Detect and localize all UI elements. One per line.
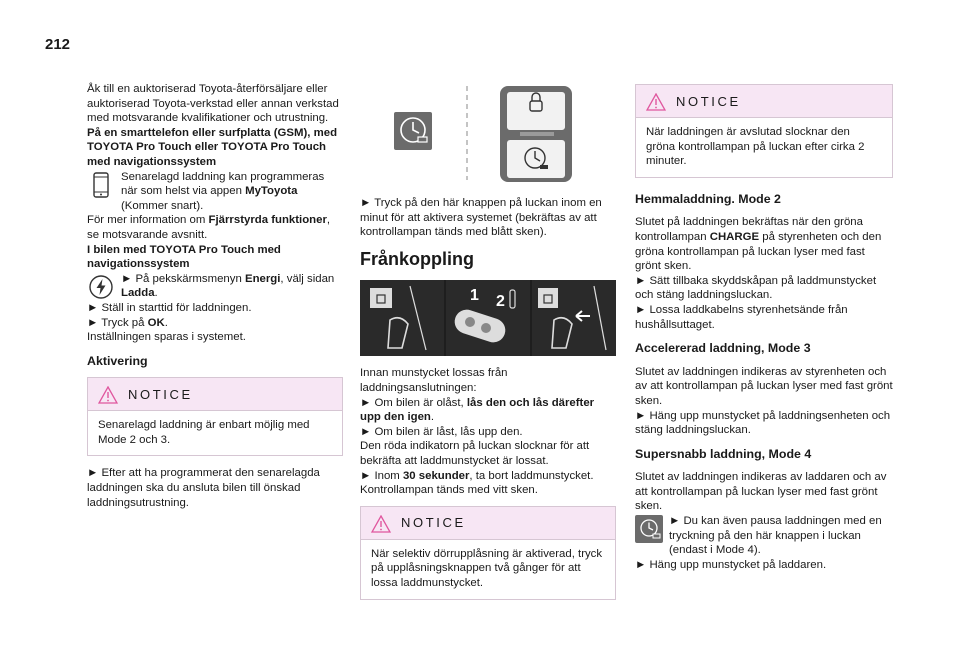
column-1 [87,82,343,510]
step-1-label: 1 [470,287,479,305]
bullet: ► Lossa laddkabelns styrenhetsände från hushållsuttaget. [635,303,848,331]
smartphone-icon [87,171,115,199]
paragraph: Slutet på laddningen bekräftas när den gröna kontrollampan CHARGE på styrenheten och den gröna kontrollampan på luckan lyser med fast grönt sken. [635,216,882,273]
bullet: ► Häng upp munstycket på laddningsenheten och stäng laddningsluckan. [635,409,891,437]
bullet: ► Inom 30 sekunder, ta bort laddmunstycket. [360,469,594,482]
notice-title: NOTICE [128,386,193,402]
warning-icon [646,93,666,111]
notice-box [87,377,343,456]
notice-box [360,506,616,600]
paragraph: Inställningen sparas i systemet. [87,331,246,344]
warning-icon [371,515,391,533]
notice-text: När selektiv dörrupplåsning är aktiverad, tryck på upplåsningsknappen två gånger för att lossa laddmunstycket. [361,539,615,599]
panel-lock-plug [360,280,444,356]
paragraph: Innan munstycket lossas från laddningsanslutningen: [360,367,508,394]
subheading-smartphone: På en smarttelefon eller surfplatta (GSM), med TOYOTA Pro Touch eller TOYOTA Pro Touch med navigationssystem [87,126,338,168]
energy-paragraph: ► På pekskärmsmenyn Energi, välj sidan Ladda. [87,272,343,301]
charging-button-illustration [360,84,616,184]
notice-title: NOTICE [676,93,741,109]
bullet: ► Efter att ha programmerat den senarelagda laddningen ska du ansluta bilen till önskad laddningsutrustning. [87,467,320,509]
bullet: ► Tryck på den här knappen på luckan inom en minut för att aktivera systemet (bekräftas av att kontrollampan tänds med blått sken). [360,197,602,239]
bullet: ► Tryck på OK. [87,316,168,329]
notice-box [635,84,893,178]
heading-mode2: Hemmaladdning. Mode 2 [635,191,781,206]
heading-mode4: Supersnabb laddning, Mode 4 [635,446,812,461]
paragraph: Den röda indikatorn på luckan slocknar för att bekräfta att laddmunstycket är lossat. [360,440,590,467]
bullet: ► Ställ in starttid för laddningen. [87,301,252,314]
notice-text: Senarelagd laddning är enbart möjlig med Mode 2 och 3. [88,410,342,455]
charging-flap-diagram [360,84,616,184]
warning-icon [98,386,118,404]
heading-frankoppling: Frånkoppling [360,248,474,269]
energy-icon [87,273,115,301]
bullet: ► Sätt tillbaka skyddskåpan på laddmunstycket och stäng laddningsluckan. [635,274,877,302]
charge-timer-icon [635,515,663,543]
paragraph: Kontrollampan tänds med vitt sken. [360,484,538,497]
paragraph: Slutet av laddningen indikeras av styrenheten och av att kontrollampan på luckan lyser med fast grönt sken. [635,365,893,407]
column-3 [635,82,893,572]
paragraph: För mer information om Fjärrstyrda funktioner, se motsvarande avsnitt. [87,214,331,241]
notice-title: NOTICE [401,515,466,531]
panel-key-fob [446,280,530,356]
notice-text: När laddningen är avslutad slocknar den gröna kontrollampan på luckan efter cirka 2 minuter. [636,117,892,177]
column-2 [360,82,616,610]
bullet: ► Häng upp munstycket på laddaren. [635,558,827,571]
step-2-label: 2 [496,293,505,311]
app-paragraph: Senarelagd laddning kan programmeras när som helst via appen MyToyota (Kommer snart). [87,170,343,214]
page-number: 212 [45,36,71,53]
disconnection-illustration [360,280,616,356]
pause-paragraph: ► Du kan även pausa laddningen med en tryckning på den här knappen i luckan (endast i Mode 4). [635,514,893,558]
subheading-car: I bilen med TOYOTA Pro Touch med navigationssystem [87,243,281,271]
bullet: ► Om bilen är olåst, lås den och lås därefter upp den igen. [360,396,595,424]
panel-unplug [532,280,616,356]
paragraph: Slutet av laddningen indikeras av laddaren och av att kontrollampan på luckan lyser med fast grönt sken. [635,471,887,513]
bullet: ► Om bilen är låst, lås upp den. [360,425,523,438]
heading-mode3: Accelererad laddning, Mode 3 [635,341,811,356]
paragraph: Åk till en auktoriserad Toyota-återförsäljare eller auktoriserad Toyota-verkstad eller annan verkstad med motsvarande kvalifikationer och utrustning. [87,83,339,125]
heading-aktivering: Aktivering [87,353,148,368]
